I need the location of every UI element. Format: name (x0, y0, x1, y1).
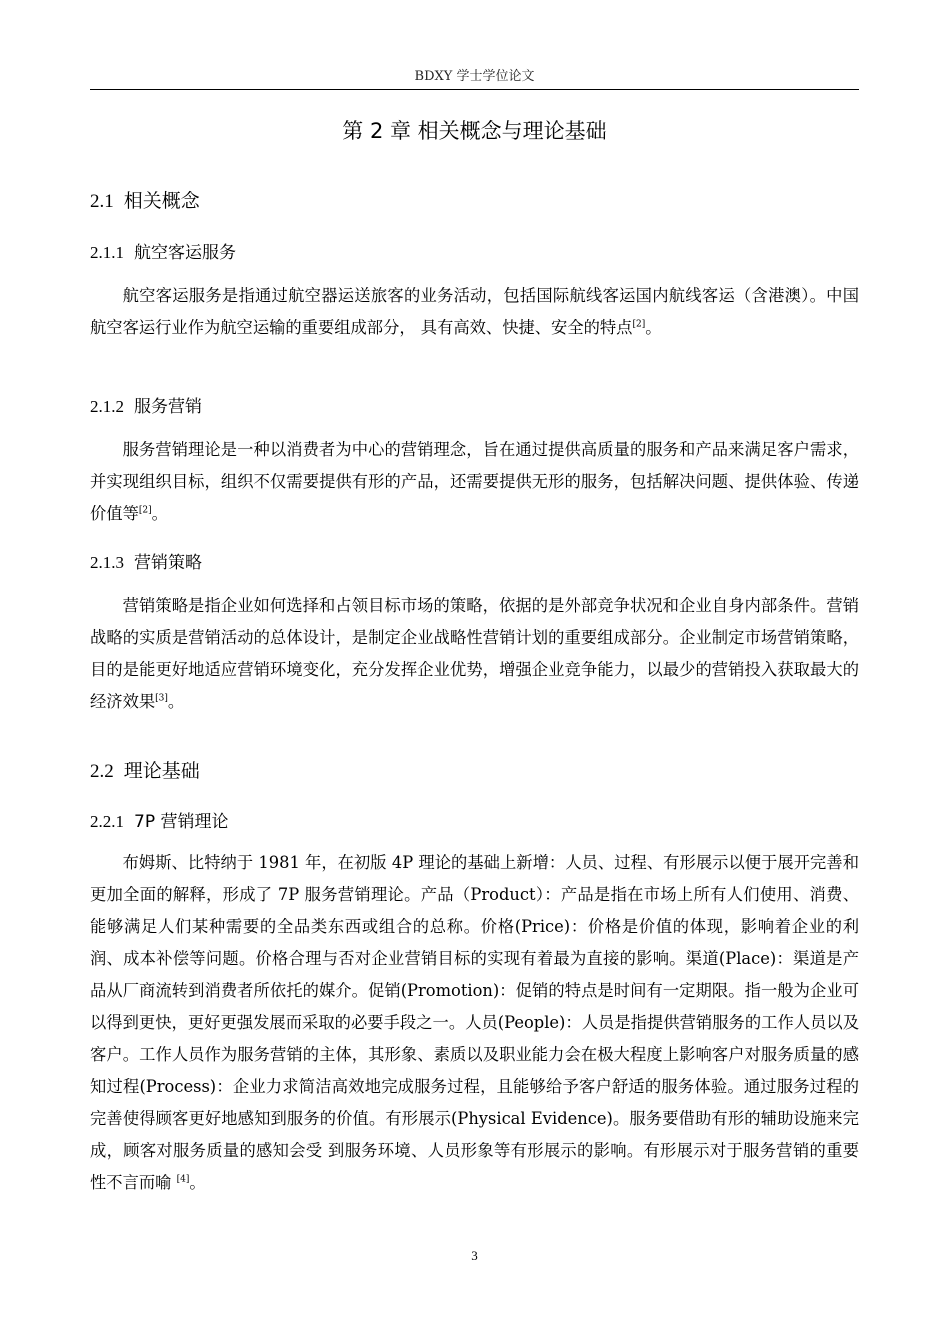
chapter-title: 第 2 章 相关概念与理论基础 (342, 119, 607, 143)
paragraph-end: 。 (151, 504, 168, 523)
paragraph-text: 营销策略是指企业如何选择和占领目标市场的策略，依据的是外部竞争状况和企业自身内部条件。营销战略的实质是营销活动的总体设计，是制定企业战略性营销计划的重要组成部分。企业制定市场营销策略，目的是能更好地适应营销环境变化，充分发挥企业优势，增强企业竞争能力，以最少的营销投入获取最大的经济效果 (90, 596, 859, 711)
subsection-title: 营销策略 (134, 553, 202, 573)
citation: [3] (155, 693, 168, 704)
paragraph-end: 。 (167, 692, 185, 711)
paragraph-end: 。 (189, 1173, 206, 1192)
paragraph-2-1-1 (90, 280, 859, 344)
subsection-title: 服务营销 (134, 397, 202, 417)
paragraph-end: 。 (645, 318, 662, 337)
subsection-number: 2.1.3 (90, 553, 124, 572)
citation: [2] (632, 319, 646, 330)
subsection-title: 7P 营销理论 (134, 812, 229, 832)
citation: [4] (176, 1174, 190, 1185)
subsection-heading-2-1-2 (90, 394, 202, 420)
running-header: BDXY 学士学位论文 (414, 69, 535, 84)
section-heading-2-1 (90, 187, 200, 216)
subsection-number: 2.1.1 (90, 243, 124, 262)
subsection-heading-2-2-1 (90, 809, 228, 835)
subsection-number: 2.1.2 (90, 397, 124, 416)
paragraph-2-1-3 (90, 590, 859, 718)
header-divider (90, 89, 859, 90)
paragraph-2-1-2 (90, 434, 859, 530)
section-number: 2.2 (90, 761, 114, 782)
section-heading-2-2 (90, 757, 200, 786)
subsection-heading-2-1-1 (90, 240, 236, 266)
paragraph-text: 航空客运服务是指通过航空器运送旅客的业务活动，包括国际航线客运国内航线客运（含港澳）。中国航空客运行业作为航空运输的重要组成部分， 具有高效、快捷、安全的特点 (90, 286, 859, 337)
citation: [2] (138, 505, 152, 516)
paragraph-text: 服务营销理论是一种以消费者为中心的营销理念，旨在通过提供高质量的服务和产品来满足客户需求，并实现组织目标，组织不仅需要提供有形的产品，还需要提供无形的服务，包括解决问题、提供体验、传递价值等 (90, 440, 859, 523)
subsection-heading-2-1-3 (90, 550, 202, 576)
page-number: 3 (471, 1248, 478, 1263)
section-title: 相关概念 (123, 190, 200, 212)
paragraph-2-2-1 (90, 847, 859, 1199)
subsection-title: 航空客运服务 (134, 243, 236, 263)
section-title: 理论基础 (123, 760, 200, 782)
subsection-number: 2.2.1 (90, 812, 124, 831)
section-number: 2.1 (90, 191, 114, 212)
paragraph-text: 布姆斯、比特纳于 1981 年，在初版 4P 理论的基础上新增：人员、过程、有形展示以便于展开完善和更加全面的解释，形成了 7P 服务营销理论。产品（Product）：产品是指在市场上所有人们使用、消费、能够满足人们某种需要的全品类东西或组合的总称。价格(Price)：价格是价值的体现，影响着企业的利润、成本补偿等问题。价格合理与否对企业营销目标的实现有着最为直接的影响。渠道(Place)：渠道是产品从厂商流转到消费者所依托的媒介。促销(Promotion)：促销的特点是时间有一定期限。指一般为企业可以得到更快，更好更强发展而采取的必要手段之一。人员(People)：人员是指提供营销服务的工作人员以及客户。工作人员作为服务营销的主体，其形象、素质以及职业能力会在极大程度上影响客户对服务质量的感知过程(Process)：企业力求简洁高效地完成服务过程，且能够给予客户舒适的服务体验。通过服务过程的完善使得顾客更好地感知到服务的价值。有形展示(Physical Evidence)。服务要借助有形的辅助设施来完成，顾客对服务质量的感知会受 到服务环境、人员形象等有形展示的影响。有形展示对于服务营销的重要性不言而喻 (90, 853, 859, 1192)
